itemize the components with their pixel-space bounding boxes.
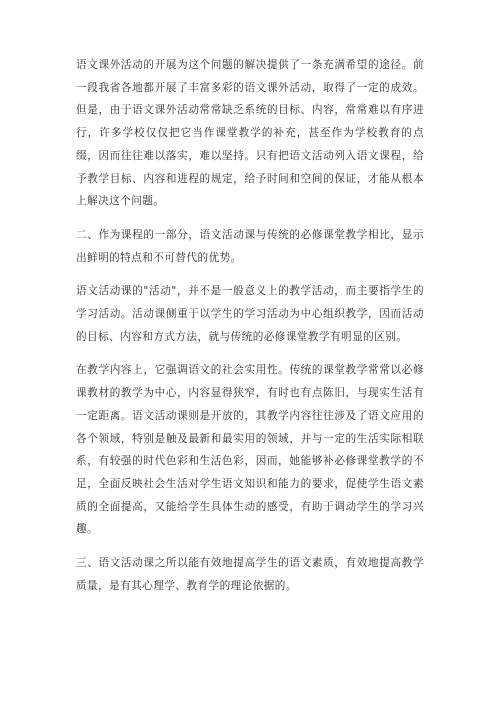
paragraph-5-section-heading: 三、语文活动课之所以能有效地提高学生的语文素质，有效地提高教学质量，是有其心理学、教育学的理论依据的。: [76, 557, 424, 592]
paragraph-4: 在教学内容上，它强调语文的社会实用性。传统的课堂教学常常以必修课教材的教学为中心，内容显得狭窄，有时也有点陈旧，与现实生活有一定距离。语文活动课则是开放的，其教学内容往往涉及了语文应用的各个领域，特别是触及最新和最实用的领域，并与一定的生活实际相联系，有较强的时代色彩和生活色彩，因而，她能够补必修课堂教学的不足，全面反映社会生活对学生语文知识和能力的要求，促使学生语文素质的全面提高，又能给学生具体生动的感受，有助于调动学生的学习兴趣。: [76, 364, 424, 536]
paragraph-3: 语文活动课的"活动"，并不是一般意义上的教学活动，而主要指学生的学习活动。活动课侧重于以学生的学习活动为中心组织教学，因而活动的目标、内容和方式方法，就与传统的必修课堂教学有明显的区别。: [76, 285, 424, 343]
paragraph-1: 语文课外活动的开展为这个问题的解决提供了一条充满希望的途径。前一段我省各地都开展了丰富多彩的语文课外活动，取得了一定的成效。但是，由于语文课外活动常常缺乏系统的目标、内容，常常难以有序进行，许多学校仅仅把它当作课堂教学的补充，甚至作为学校教育的点缀，因而往往难以落实，难以坚持。只有把语文活动列入语文课程，给予教学目标、内容和进程的规定，给予时间和空间的保证，才能从根本上解决这个问题。: [76, 59, 424, 208]
document-body: [76, 54, 424, 597]
paragraph-2-section-heading: 二、作为课程的一部分，语文活动课与传统的必修课堂教学相比，显示出鲜明的特点和不可替代的优势。: [76, 228, 424, 264]
